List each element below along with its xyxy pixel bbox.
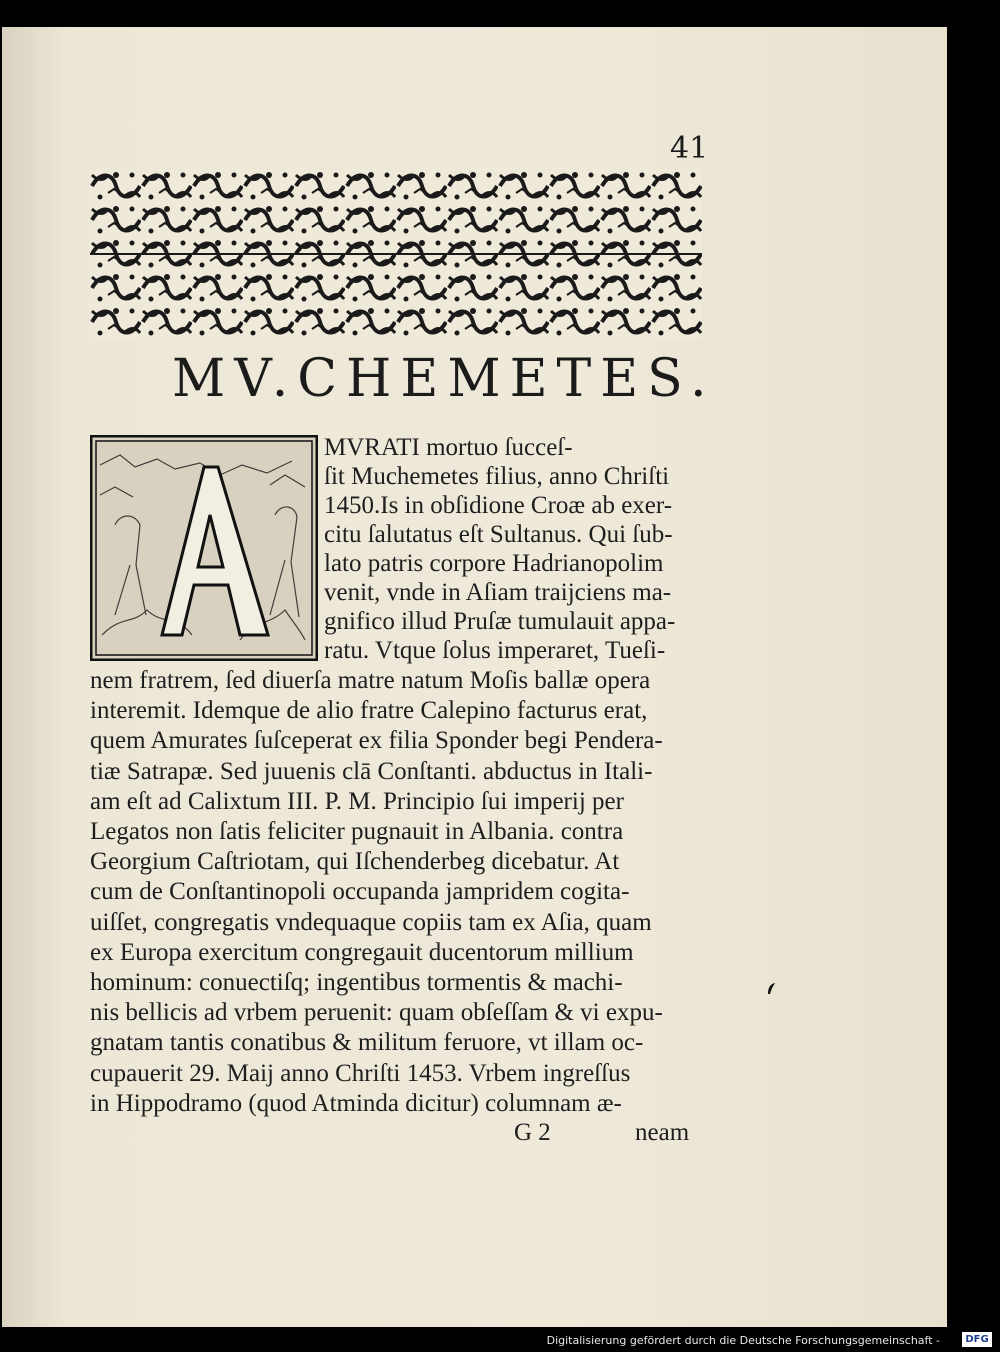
ornamental-headpiece (90, 169, 702, 339)
text-line: Legatos non ſatis feliciter pugnauit in Albania. contra (90, 818, 624, 845)
text-line: Georgium Caſtriotam, qui Iſchenderbeg dicebatur. At (90, 848, 620, 876)
catchword: neam (635, 1119, 690, 1146)
text-line: cum de Conſtantinopoli occupanda jampridem cogita- (90, 878, 630, 906)
text-line: ſit Muchemetes filius, anno Chriſti (324, 463, 670, 490)
text-line: cupauerit 29. Maij anno Chriſti 1453. Vrbem ingreſſus (90, 1059, 631, 1087)
chapter-title: MV.CHEMETES. (172, 349, 716, 409)
ink-speck (767, 982, 776, 995)
text-line: gnatam tantis conatibus & militum feruore, vt illam oc- (90, 1029, 644, 1057)
text-line: quem Amurates ſuſceperat ex filia Sponder begi Pendera- (90, 727, 663, 755)
text-line: hominum: conuectiſq; ingentibus tormentis & machi- (90, 969, 623, 996)
text-line: nem fratrem, ſed diuerſa matre natum Moſis ballæ opera (90, 667, 651, 694)
text-line: ex Europa exercitum congregauit ducentorum millium (90, 938, 634, 966)
initial-letter: A (200, 632, 208, 643)
text-line: interemit. Idemque de alio fratre Calepino facturus erat, (90, 697, 648, 725)
text-line: nis bellicis ad vrbem peruenit: quam obſeſſam & vi expu- (90, 999, 663, 1027)
page-number: 41 (670, 131, 709, 166)
decorated-initial (90, 435, 318, 661)
text-line: ratu. Vtque ſolus imperaret, Tueſi- (324, 637, 666, 664)
text-line: gnifico illud Pruſæ tumulauit appa- (324, 608, 676, 635)
digitization-credit: Digitalisierung gefördert durch die Deutsche Forschungsgemeinschaft - (546, 1334, 940, 1347)
text-line: lato patris corpore Hadrianopolim (324, 550, 664, 577)
dfg-logo: DFG (962, 1332, 992, 1347)
book-page (2, 27, 947, 1327)
text-line: am eſt ad Calixtum III. P. M. Principio ſui imperij per (90, 787, 624, 815)
text-line: venit, vnde in Aſiam traijciens ma- (324, 579, 672, 606)
text-line: tiæ Satrapæ. Sed juuenis clā Conſtanti. abductus in Itali- (90, 757, 653, 785)
signature-mark: G 2 (514, 1119, 551, 1146)
text-line: uiſſet, congregatis vndequaque copiis tam ex Aſia, quam (90, 908, 652, 936)
text-line: citu ſalutatus eſt Sultanus. Qui ſub- (324, 521, 673, 548)
text-line: 1450.Is in obſidione Croæ ab exer- (324, 492, 673, 519)
text-line: MVRATI mortuo ſucceſ- (324, 434, 573, 461)
text-line: in Hippodramo (quod Atminda dicitur) columnam æ- (90, 1089, 622, 1117)
